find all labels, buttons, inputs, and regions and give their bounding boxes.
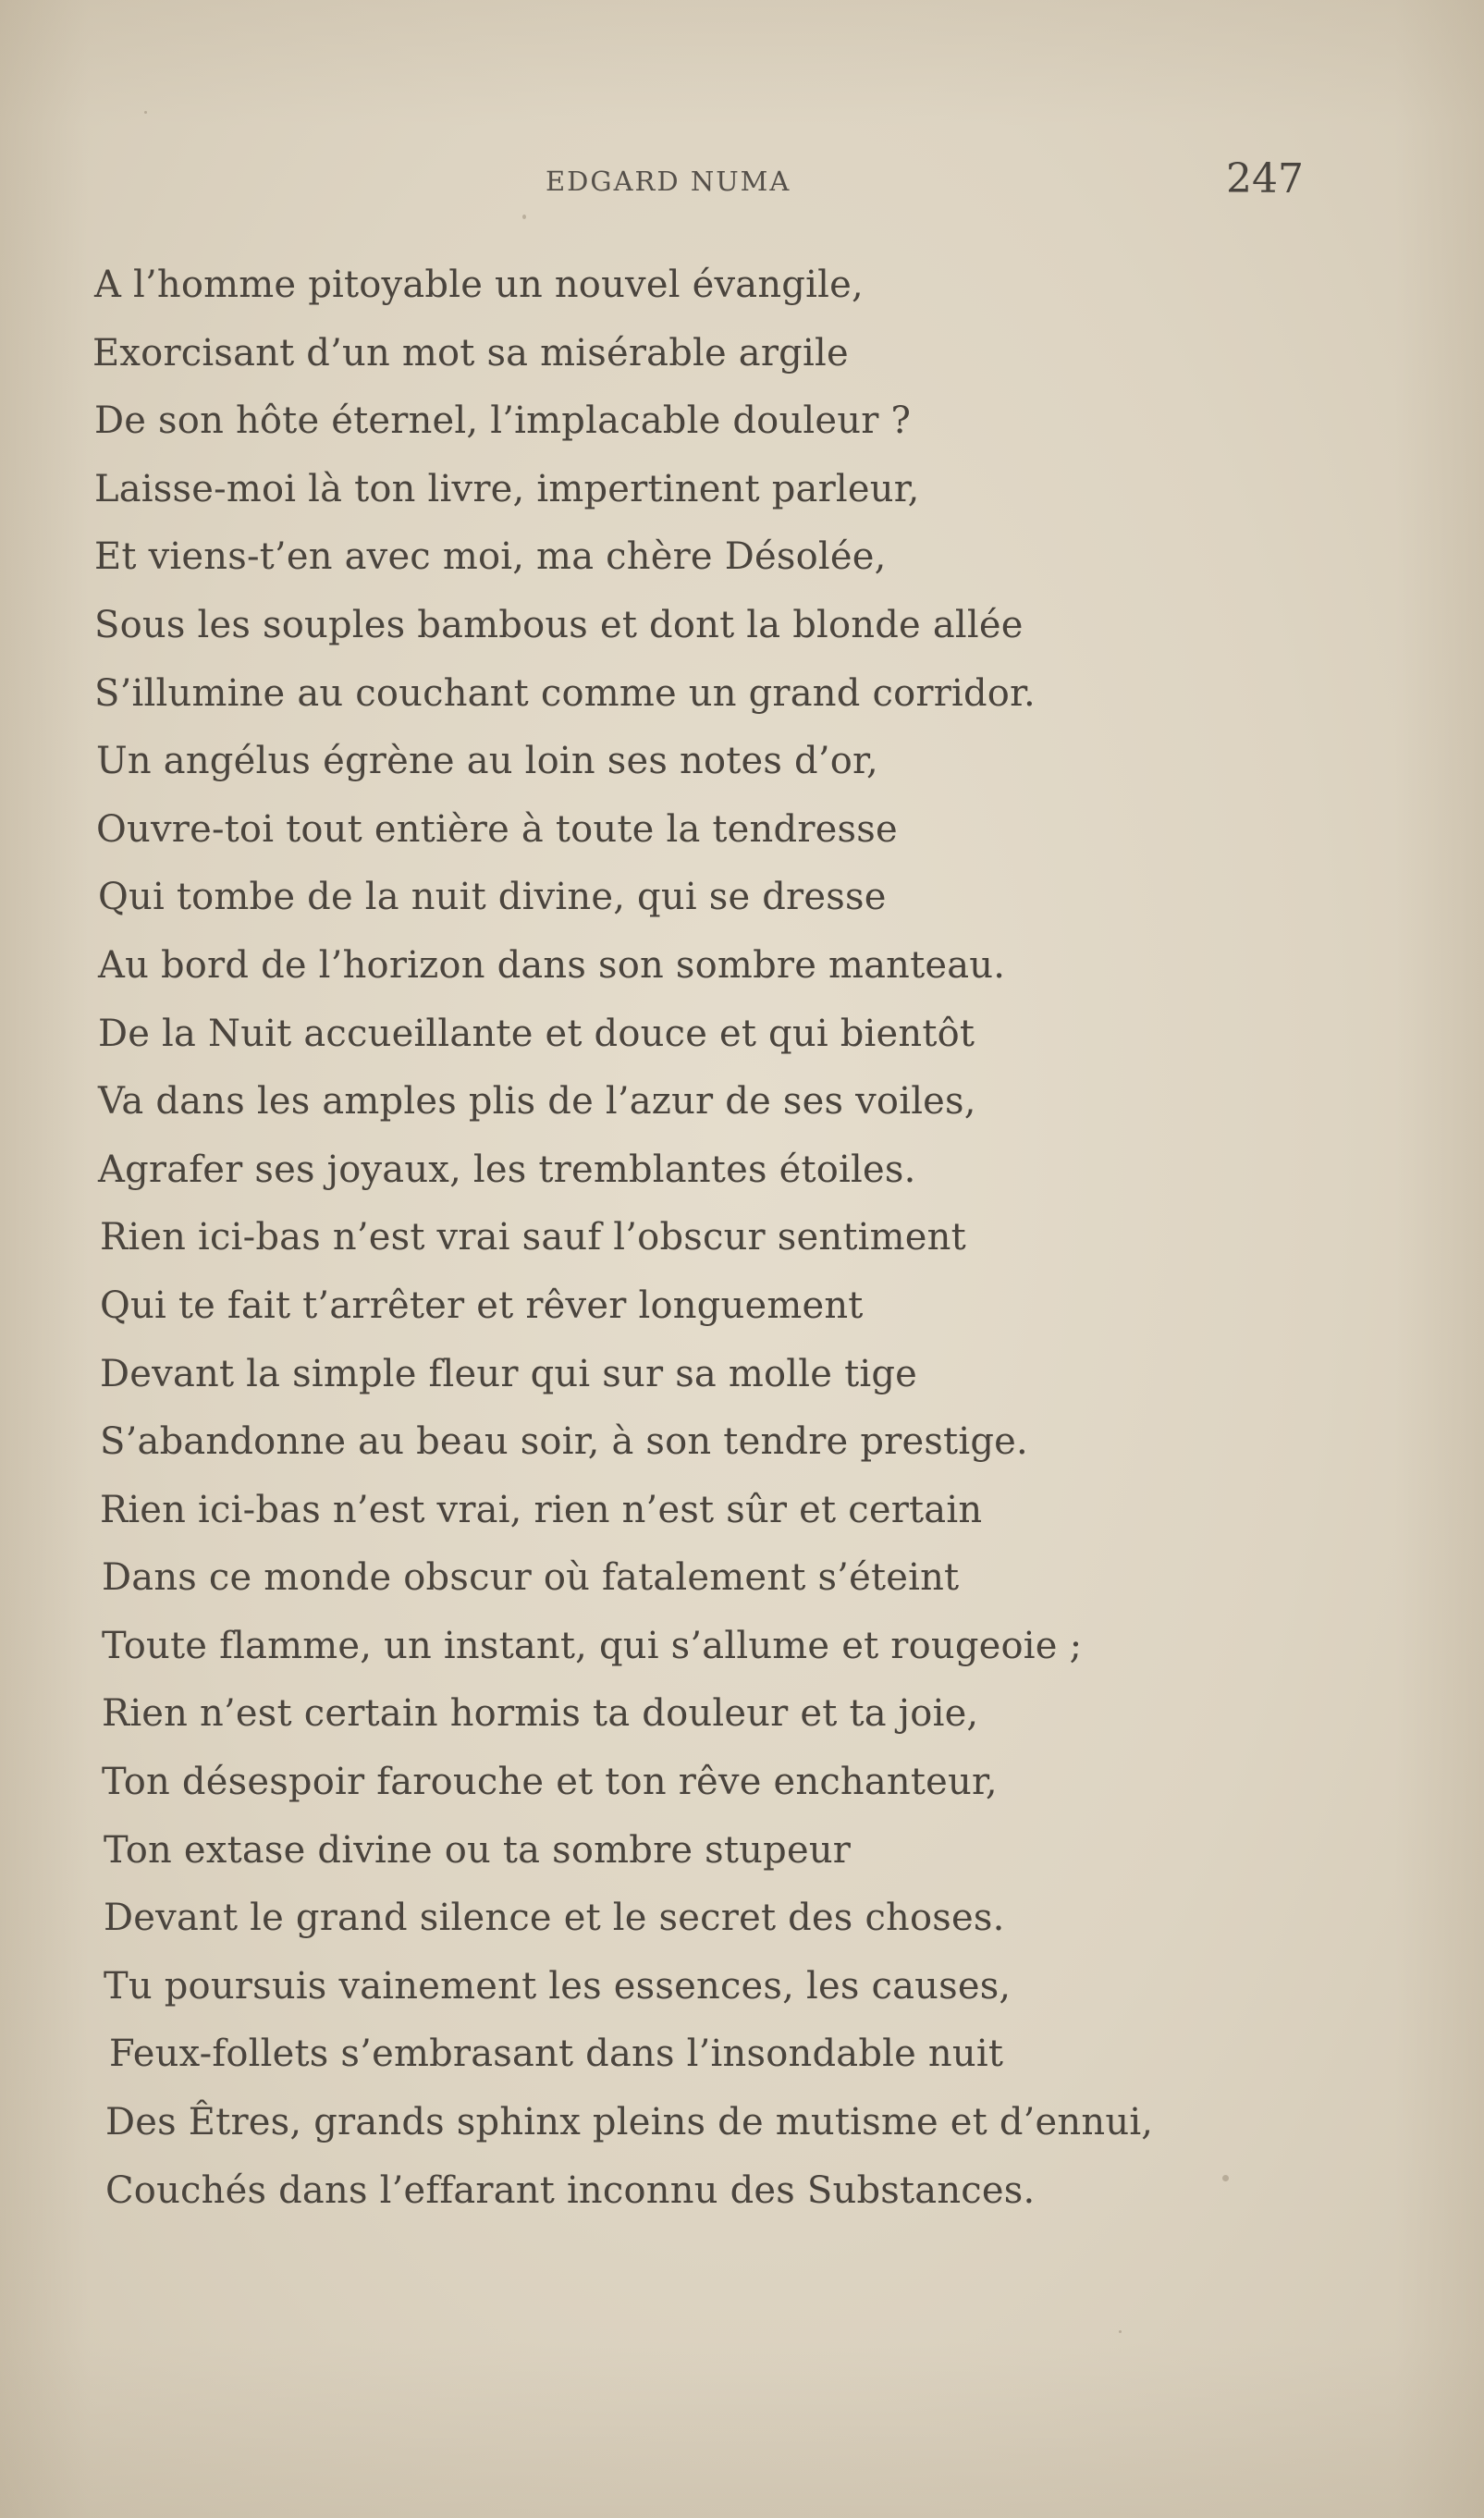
poem-line: Toute flamme, un instant, qui s’allume et rougeoie ; bbox=[102, 1624, 1083, 1667]
poem-line: Rien ici-bas n’est vrai, rien n’est sûr et certain bbox=[100, 1488, 983, 1531]
poem-line: Qui tombe de la nuit divine, qui se dresse bbox=[98, 876, 887, 919]
running-head bbox=[0, 155, 1484, 207]
poem-line: S’illumine au couchant comme un grand corridor. bbox=[94, 671, 1036, 715]
poem-line: Et viens-t’en avec moi, ma chère Désolée, bbox=[94, 535, 887, 579]
poem-line: Un angélus égrène au loin ses notes d’or, bbox=[96, 740, 878, 783]
poem-line: Ton désespoir farouche et ton rêve enchanteur, bbox=[102, 1761, 998, 1804]
page-number: 247 bbox=[1226, 155, 1304, 203]
poem-line: De son hôte éternel, l’implacable douleur ? bbox=[94, 399, 912, 443]
poem-line: Qui te fait t’arrêter et rêver longuement bbox=[100, 1284, 864, 1327]
running-title: EDGARD NUMA bbox=[546, 166, 791, 197]
poem-line: Tu poursuis vainement les essences, les causes, bbox=[104, 1964, 1012, 2008]
poem-line: Exorcisant d’un mot sa misérable argile bbox=[92, 331, 849, 375]
poem-line: Ton extase divine ou ta sombre stupeur bbox=[104, 1828, 852, 1872]
paper-speck bbox=[1119, 2330, 1122, 2333]
poem-line: Laisse-moi là ton livre, impertinent parleur, bbox=[94, 467, 920, 510]
poem-line: S’abandonne au beau soir, à son tendre prestige. bbox=[100, 1420, 1028, 1464]
poem-line: Ouvre-toi tout entière à toute la tendresse bbox=[96, 807, 898, 851]
poem-line: Des Êtres, grands sphinx pleins de mutisme et d’ennui, bbox=[105, 2101, 1154, 2144]
poem-line: De la Nuit accueillante et douce et qui bientôt bbox=[98, 1012, 975, 1055]
poem-line: Va dans les amples plis de l’azur de ses voiles, bbox=[98, 1080, 976, 1124]
poem-line: Sous les souples bambous et dont la blonde allée bbox=[94, 603, 1024, 646]
poem-line: Rien ici-bas n’est vrai sauf l’obscur sentiment bbox=[100, 1216, 966, 1259]
paper-speck bbox=[144, 111, 147, 114]
poem-line: Au bord de l’horizon dans son sombre manteau. bbox=[98, 943, 1006, 987]
paper-speck bbox=[522, 215, 526, 219]
poem-line: Agrafer ses joyaux, les tremblantes étoiles. bbox=[98, 1148, 916, 1191]
poem-line: Couchés dans l’effarant inconnu des Substances. bbox=[105, 2168, 1036, 2212]
poem-line: Devant le grand silence et le secret des choses. bbox=[104, 1897, 1005, 1940]
poem-line: Rien n’est certain hormis ta douleur et ta joie, bbox=[102, 1692, 979, 1736]
poem-line: Devant la simple fleur qui sur sa molle tige bbox=[100, 1352, 918, 1395]
poem-line: Feux-follets s’embrasant dans l’insondable nuit bbox=[109, 2033, 1004, 2076]
poem-text bbox=[92, 252, 1405, 2225]
poem-line: Dans ce monde obscur où fatalement s’éteint bbox=[102, 1556, 960, 1600]
poem-line: A l’homme pitoyable un nouvel évangile, bbox=[94, 264, 864, 306]
